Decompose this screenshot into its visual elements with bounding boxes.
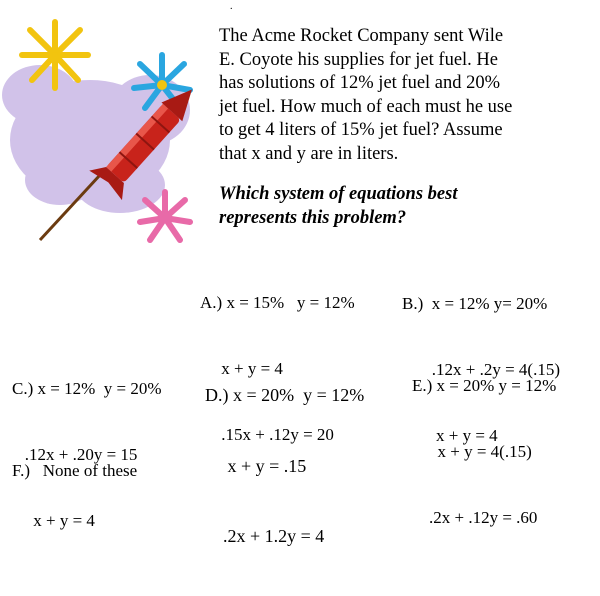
choice-line: D.) x = 20% y = 12%	[205, 385, 365, 405]
choice-line: .2x + .12y = .60	[412, 508, 538, 527]
problem-line: The Acme Rocket Company sent Wile	[219, 26, 504, 46]
answer-choice-f[interactable]	[12, 416, 137, 526]
choice-line: B.) x = 12% y= 20%	[402, 294, 548, 313]
choice-line: x + y = 4(.15)	[412, 442, 532, 461]
choice-line: .12x + .20y = 15	[12, 445, 138, 464]
choice-line: x + y = .15	[205, 455, 307, 476]
problem-line: E. Coyote his supplies for jet fuel. He	[219, 49, 498, 70]
choice-line: x + y = 4	[12, 511, 95, 530]
rocket-fireworks-illustration	[0, 0, 215, 245]
stray-dot: .	[230, 1, 233, 12]
problem-line: that x and y are in liters.	[219, 143, 399, 164]
question-text	[219, 183, 594, 230]
problem-line: has solutions of 12% jet fuel and 20%	[219, 73, 501, 93]
choice-line: x + y = 4	[200, 359, 283, 378]
choice-line: C.) x = 12% y = 20%	[12, 379, 162, 398]
choice-line: .15x + .12y = 20	[200, 425, 334, 444]
problem-line: to get 4 liters of 15% jet fuel? Assume	[219, 120, 503, 140]
question-line: represents this problem?	[219, 207, 407, 228]
choice-line: E.) x = 20% y = 12%	[412, 376, 557, 395]
question-line: Which system of equations best	[219, 184, 458, 204]
answer-choice-e[interactable]	[412, 331, 556, 573]
firework-yellow-icon	[22, 22, 88, 88]
choice-line: F.) None of these	[12, 461, 138, 480]
choice-line: .12x + .2y = 4(.15)	[402, 360, 560, 379]
choice-line: A.) x = 15% y = 12%	[200, 293, 355, 312]
problem-line: jet fuel. How much of each must he use	[219, 96, 513, 117]
choice-line: x + y = 4	[402, 426, 498, 445]
problem-text	[219, 25, 594, 166]
firework-pink-icon	[140, 192, 190, 240]
choice-line: .2x + 1.2y = 4	[205, 526, 325, 546]
answer-choice-d[interactable]	[205, 337, 364, 596]
